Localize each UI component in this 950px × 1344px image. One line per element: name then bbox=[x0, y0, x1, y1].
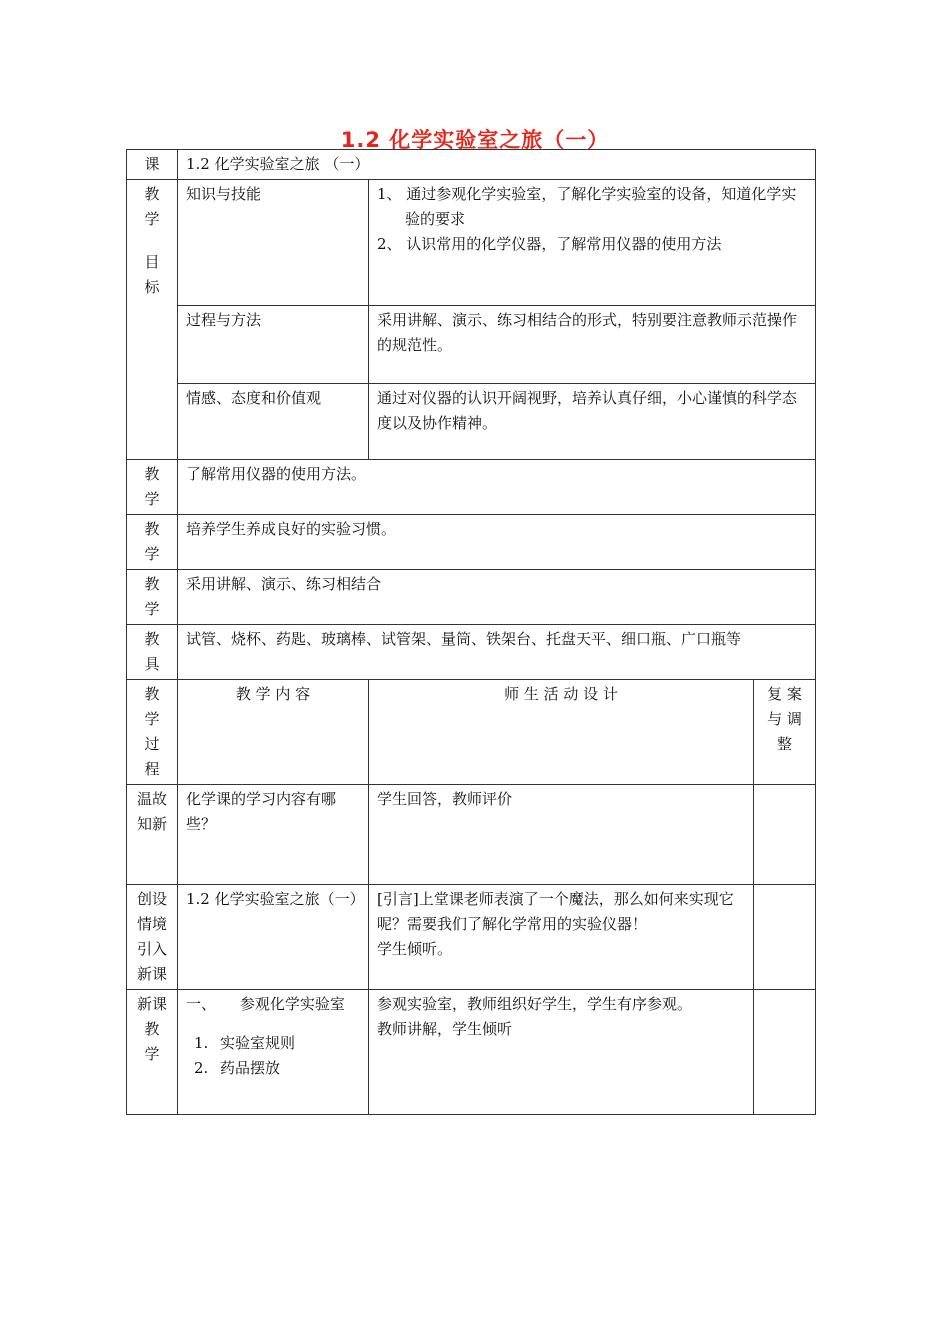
info-label bbox=[127, 570, 178, 625]
review-cell bbox=[754, 885, 816, 990]
process-activity bbox=[369, 885, 754, 990]
info-label bbox=[127, 515, 178, 570]
objective-item: 1、 通过参观化学实验室，了解化学实验室的设备，知道化学实验的要求 bbox=[377, 185, 797, 228]
process-label bbox=[127, 680, 178, 785]
info-label-char: 教 bbox=[144, 575, 160, 593]
process-header-row bbox=[127, 680, 816, 785]
content-sublist bbox=[186, 1031, 360, 1081]
info-label-char: 学 bbox=[144, 545, 160, 563]
process-content bbox=[178, 990, 369, 1115]
course-value: 1.2 化学实验室之旅 （一） bbox=[178, 150, 816, 180]
process-label-char: 程 bbox=[144, 760, 160, 778]
objective-detail: 通过对仪器的认识开阔视野，培养认真仔细，小心谨慎的科学态度以及协作精神。 bbox=[369, 384, 816, 460]
process-label-char: 过 bbox=[144, 735, 160, 753]
subitem-text: 实验室规则 bbox=[220, 1034, 296, 1052]
objectives-label-char: 标 bbox=[144, 278, 160, 296]
stage-label bbox=[127, 990, 178, 1115]
stage-label-line: 新课 bbox=[136, 995, 167, 1013]
process-row bbox=[127, 785, 816, 885]
objective-row bbox=[127, 384, 816, 460]
stage-label-line: 创设 bbox=[136, 890, 167, 908]
info-label-char: 教 bbox=[144, 465, 160, 483]
info-text: 采用讲解、演示、练习相结合 bbox=[178, 570, 816, 625]
objectives-label-char: 目 bbox=[144, 253, 160, 271]
info-label-char: 教 bbox=[144, 520, 160, 538]
info-label bbox=[127, 625, 178, 680]
content-header: 教 学 内 容 bbox=[178, 680, 369, 785]
review-header-line: 整 bbox=[777, 735, 793, 753]
review-header bbox=[754, 680, 816, 785]
info-label-char: 具 bbox=[144, 655, 160, 673]
objective-item: 2、 认识常用的化学仪器，了解常用仪器的使用方法 bbox=[377, 235, 722, 253]
review-cell bbox=[754, 990, 816, 1115]
activity-line: 学生回答，教师评价 bbox=[377, 790, 513, 808]
objectives-label-char: 教 bbox=[144, 185, 160, 203]
stage-label-line: 新课 bbox=[136, 965, 167, 983]
objective-row bbox=[127, 306, 816, 384]
stage-label-line: 引入 bbox=[136, 940, 167, 958]
process-row bbox=[127, 990, 816, 1115]
process-row bbox=[127, 885, 816, 990]
process-activity bbox=[369, 990, 754, 1115]
page-title: 1.2 化学实验室之旅（一） bbox=[340, 128, 610, 152]
activity-line: 参观实验室，教师组织好学生，学生有序参观。 bbox=[377, 995, 693, 1013]
activity-line: [引言]上堂课老师表演了一个魔法，那么如何来实现它呢？需要我们了解化学常用的实验仪器！ bbox=[377, 890, 734, 933]
objectives-label bbox=[127, 180, 178, 460]
info-row bbox=[127, 625, 816, 680]
process-label-char: 学 bbox=[144, 710, 160, 728]
activity-header: 师 生 活 动 设 计 bbox=[369, 680, 754, 785]
lesson-plan-table bbox=[126, 149, 816, 1115]
stage-label-line: 温故 bbox=[136, 790, 167, 808]
objective-name: 知识与技能 bbox=[178, 180, 369, 306]
stage-label-line: 学 bbox=[144, 1045, 160, 1063]
info-row bbox=[127, 515, 816, 570]
stage-label-line: 知新 bbox=[136, 815, 167, 833]
review-header-line: 复 案 bbox=[767, 685, 802, 703]
review-header-line: 与 调 bbox=[767, 710, 802, 728]
content-subitem bbox=[186, 1056, 360, 1081]
process-activity bbox=[369, 785, 754, 885]
info-label-char: 学 bbox=[144, 600, 160, 618]
objective-detail bbox=[369, 180, 816, 306]
info-text: 培养学生养成良好的实验习惯。 bbox=[178, 515, 816, 570]
info-row bbox=[127, 460, 816, 515]
content-heading: 一、 参观化学实验室 bbox=[186, 995, 345, 1013]
objective-row bbox=[127, 180, 816, 306]
objective-name: 过程与方法 bbox=[178, 306, 369, 384]
process-content: 化学课的学习内容有哪些？ bbox=[178, 785, 369, 885]
activity-line: 学生倾听。 bbox=[377, 940, 453, 958]
process-content: 1.2 化学实验室之旅（一） bbox=[178, 885, 369, 990]
info-label-char: 教 bbox=[144, 630, 160, 648]
subitem-number: 1. bbox=[194, 1034, 209, 1052]
stage-label-line: 教 bbox=[144, 1020, 160, 1038]
content-subitem bbox=[186, 1031, 360, 1056]
course-row bbox=[127, 150, 816, 180]
stage-label bbox=[127, 885, 178, 990]
course-label: 课 bbox=[127, 150, 178, 180]
objectives-label-char: 学 bbox=[144, 210, 160, 228]
objective-name: 情感、态度和价值观 bbox=[178, 384, 369, 460]
info-row bbox=[127, 570, 816, 625]
info-label bbox=[127, 460, 178, 515]
activity-line: 教师讲解，学生倾听 bbox=[377, 1020, 513, 1038]
subitem-number: 2. bbox=[194, 1059, 209, 1077]
info-label-char: 学 bbox=[144, 490, 160, 508]
stage-label bbox=[127, 785, 178, 885]
info-text: 试管、烧杯、药匙、玻璃棒、试管架、量筒、铁架台、托盘天平、细口瓶、广口瓶等 bbox=[178, 625, 816, 680]
subitem-text: 药品摆放 bbox=[220, 1059, 281, 1077]
review-cell bbox=[754, 785, 816, 885]
info-text: 了解常用仪器的使用方法。 bbox=[178, 460, 816, 515]
objective-detail: 采用讲解、演示、练习相结合的形式，特别要注意教师示范操作的规范性。 bbox=[369, 306, 816, 384]
stage-label-line: 情境 bbox=[136, 915, 167, 933]
process-label-char: 教 bbox=[144, 685, 160, 703]
